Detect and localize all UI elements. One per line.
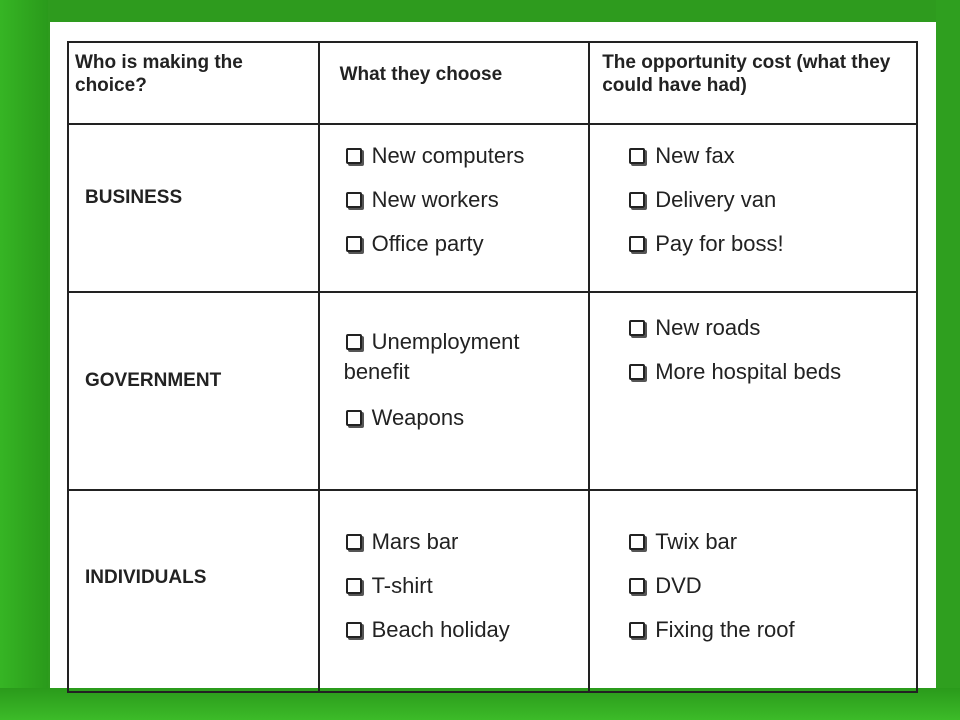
list-item xyxy=(344,405,589,431)
checkbox-icon xyxy=(346,148,362,164)
slide-panel xyxy=(50,22,936,688)
list-item xyxy=(344,231,589,257)
choices-list xyxy=(344,143,589,257)
list-item-text: Unemployment benefit xyxy=(343,329,520,384)
table-row-business xyxy=(68,124,917,292)
row-label: GOVERNMENT xyxy=(85,370,222,391)
costs-list xyxy=(627,315,916,385)
costs-list xyxy=(627,143,916,257)
checkbox-icon xyxy=(346,578,362,594)
row-label-cell xyxy=(68,124,319,292)
list-item xyxy=(627,315,916,341)
header-choose: What they choose xyxy=(319,42,590,124)
list-item-text: Pay for boss! xyxy=(655,231,784,256)
header-cost: The opportunity cost (what they could have had) xyxy=(589,42,917,124)
list-item-text: Twix bar xyxy=(655,529,738,554)
list-item xyxy=(344,327,589,387)
list-item-text: New roads xyxy=(655,315,761,340)
list-item-text: Weapons xyxy=(371,405,465,430)
list-item-text: New workers xyxy=(371,187,499,212)
table-row-individuals xyxy=(68,490,917,692)
list-item-text: Beach holiday xyxy=(371,617,510,642)
row-label: INDIVIDUALS xyxy=(85,567,207,588)
list-item-text: Delivery van xyxy=(655,187,777,212)
list-item xyxy=(344,187,589,213)
checkbox-icon xyxy=(629,192,645,208)
costs-list xyxy=(627,529,916,643)
costs-cell xyxy=(589,292,917,490)
list-item xyxy=(344,617,589,643)
list-item xyxy=(627,231,916,257)
list-item xyxy=(627,529,916,555)
checkbox-icon xyxy=(629,236,645,252)
checkbox-icon xyxy=(346,410,362,426)
header-who: Who is making the choice? xyxy=(68,42,319,124)
choices-list xyxy=(344,327,589,431)
checkbox-icon xyxy=(629,320,645,336)
list-item-text: New computers xyxy=(371,143,525,168)
checkbox-icon xyxy=(629,578,645,594)
list-item-text: Mars bar xyxy=(371,529,459,554)
list-item xyxy=(627,617,916,643)
list-item xyxy=(627,359,916,385)
header-row xyxy=(68,42,917,124)
checkbox-icon xyxy=(346,236,362,252)
choices-cell xyxy=(319,292,590,490)
choices-cell xyxy=(319,124,590,292)
list-item xyxy=(627,573,916,599)
row-label-cell xyxy=(68,292,319,490)
list-item-text: Fixing the roof xyxy=(655,617,795,642)
row-label-cell xyxy=(68,490,319,692)
list-item-text: DVD xyxy=(655,573,702,598)
checkbox-icon xyxy=(346,334,362,350)
choices-cell xyxy=(319,490,590,692)
checkbox-icon xyxy=(346,534,362,550)
list-item-text: T-shirt xyxy=(371,573,433,598)
list-item xyxy=(627,143,916,169)
list-item-text: More hospital beds xyxy=(655,359,842,384)
costs-cell xyxy=(589,490,917,692)
list-item xyxy=(344,143,589,169)
checkbox-icon xyxy=(629,534,645,550)
list-item xyxy=(627,187,916,213)
opportunity-cost-table xyxy=(67,41,918,693)
checkbox-icon xyxy=(629,622,645,638)
list-item-text: New fax xyxy=(655,143,735,168)
choices-list xyxy=(344,529,589,643)
row-label: BUSINESS xyxy=(85,187,183,208)
costs-cell xyxy=(589,124,917,292)
checkbox-icon xyxy=(629,148,645,164)
list-item xyxy=(344,573,589,599)
list-item xyxy=(344,529,589,555)
checkbox-icon xyxy=(346,622,362,638)
checkbox-icon xyxy=(346,192,362,208)
background-stripe-left xyxy=(0,0,48,720)
background-stripe-right xyxy=(936,0,960,720)
table-row-government xyxy=(68,292,917,490)
list-item-text: Office party xyxy=(371,231,484,256)
checkbox-icon xyxy=(629,364,645,380)
